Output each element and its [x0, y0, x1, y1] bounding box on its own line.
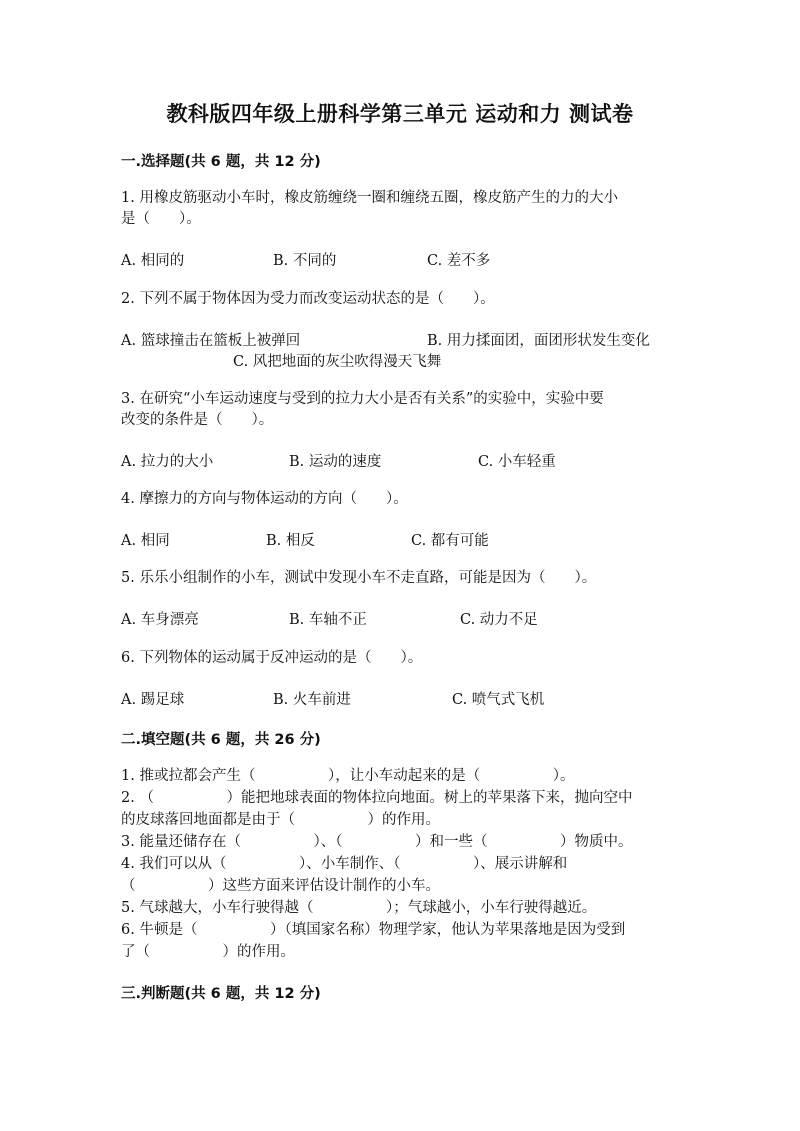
question-2-option-a: A. 篮球撞击在篮板上被弹回	[121, 333, 301, 349]
question-3-option-c: C. 小车轻重	[478, 454, 556, 470]
fill-line-5: 4. 我们可以从（ ）、小车制作、（ ）、展示讲解和	[121, 856, 568, 872]
fill-line-8: 6. 牛顿是（ ）（填国家名称）物理学家，他认为苹果落地是因为受到	[121, 922, 626, 938]
question-4-line-1: 4. 摩擦力的方向与物体运动的方向（ ）。	[121, 491, 408, 507]
fill-line-2: 2. （ ）能把地球表面的物体拉向地面。树上的苹果落下来，抛向空中	[121, 790, 633, 806]
fill-line-1: 1. 推或拉都会产生（ ），让小车动起来的是（ ）。	[121, 768, 575, 784]
fill-line-7: 5. 气球越大，小车行驶得越（ ）；气球越小，小车行驶得越近。	[121, 900, 597, 916]
section-heading-choice: 一.选择题(共 6 题，共 12 分)	[121, 154, 321, 170]
question-3-option-b: B. 运动的速度	[289, 454, 382, 470]
question-6-option-b: B. 火车前进	[273, 692, 351, 708]
question-4-option-b: B. 相反	[266, 533, 315, 549]
page-title: 教科版四年级上册科学第三单元 运动和力 测试卷	[166, 101, 634, 126]
question-1-line-1: 1. 用橡皮筋驱动小车时，橡皮筋缠绕一圈和缠绕五圈，橡皮筋产生的力的大小	[121, 190, 618, 206]
question-5-option-b: B. 车轴不正	[289, 612, 367, 628]
question-1-line-2: 是（ ）。	[121, 211, 201, 227]
fill-line-6: （ ）这些方面来评估设计制作的小车。	[121, 878, 440, 894]
section-heading-true-false: 三.判断题(共 6 题，共 12 分)	[121, 986, 321, 1002]
question-3-option-a: A. 拉力的大小	[121, 454, 214, 470]
question-1-option-c: C. 差不多	[427, 253, 491, 269]
question-4-option-a: A. 相同	[121, 533, 170, 549]
fill-line-9: 了（ ）的作用。	[121, 944, 295, 960]
question-1-option-b: B. 不同的	[273, 253, 337, 269]
question-3-line-1: 3. 在研究“小车运动速度与受到的拉力大小是否有关系”的实验中，实验中要	[121, 391, 604, 407]
question-5-option-c: C. 动力不足	[460, 612, 538, 628]
question-6-option-a: A. 踢足球	[121, 692, 185, 708]
fill-line-3: 的皮球落回地面都是由于（ ）的作用。	[121, 812, 440, 828]
question-5-line-1: 5. 乐乐小组制作的小车，测试中发现小车不走直路，可能是因为（ ）。	[121, 570, 597, 586]
question-2-line-1: 2. 下列不属于物体因为受力而改变运动状态的是（ ）。	[121, 291, 495, 307]
fill-line-4: 3. 能量还储存在（ ）、（ ）和一些（ ）物质中。	[121, 834, 633, 850]
question-1-option-a: A. 相同的	[121, 253, 185, 269]
section-heading-fill-blank: 二.填空题(共 6 题，共 26 分)	[121, 732, 321, 748]
question-6-line-1: 6. 下列物体的运动属于反冲运动的是（ ）。	[121, 650, 423, 666]
question-2-option-c: C. 风把地面的灰尘吹得漫天飞舞	[233, 354, 442, 370]
question-2-option-b: B. 用力揉面团，面团形状发生变化	[427, 333, 650, 349]
question-5-option-a: A. 车身漂亮	[121, 612, 199, 628]
question-4-option-c: C. 都有可能	[411, 533, 489, 549]
question-6-option-c: C. 喷气式飞机	[452, 692, 545, 708]
question-3-line-2: 改变的条件是（ ）。	[121, 412, 274, 428]
